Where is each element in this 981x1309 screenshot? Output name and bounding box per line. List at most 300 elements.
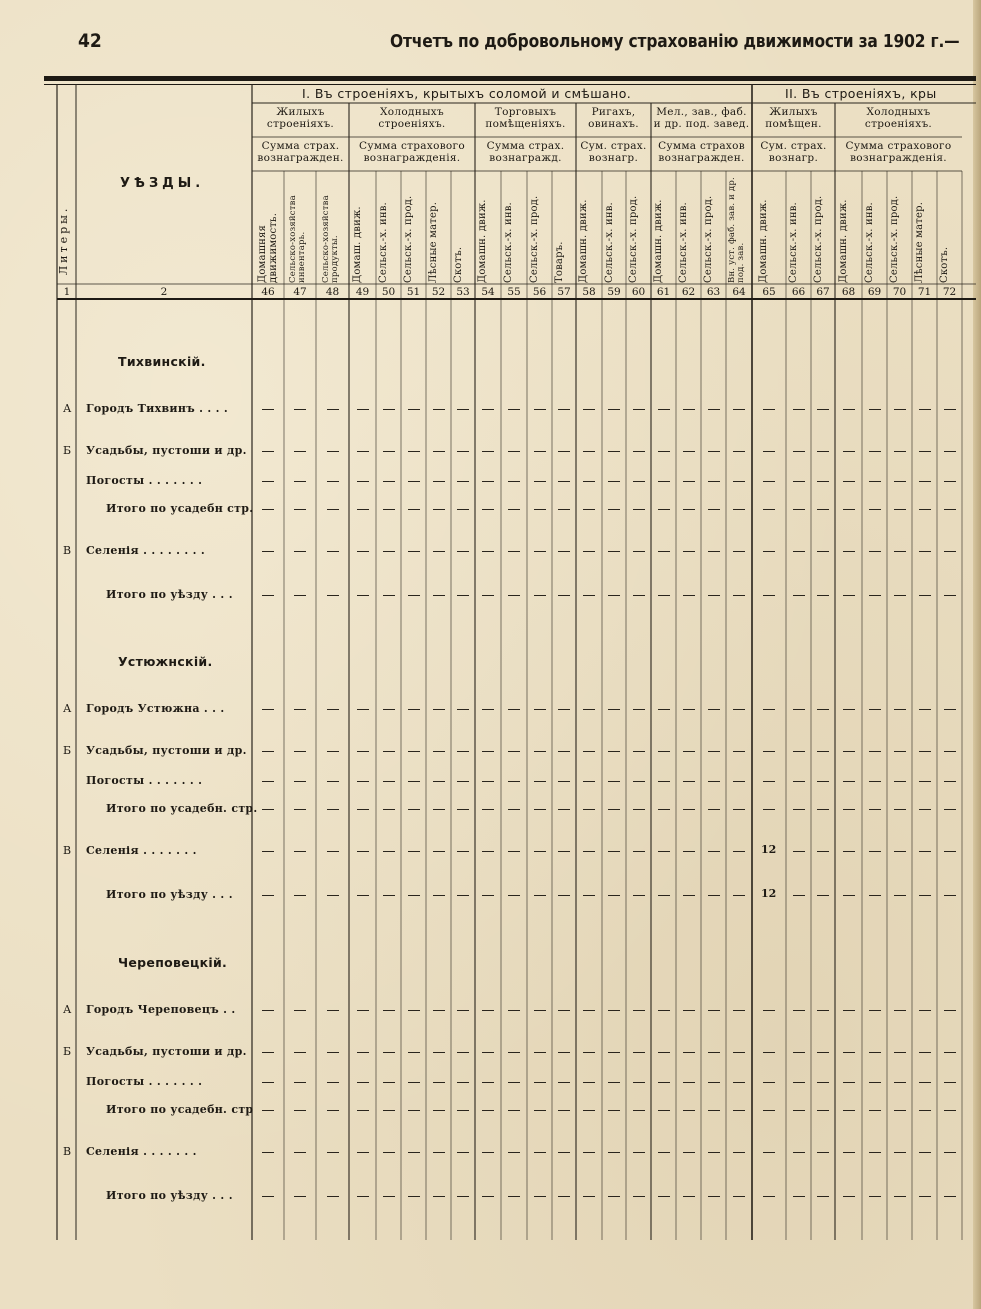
group-title: Жилыхъ строеніяхъ.	[266, 106, 335, 130]
empty-cell-dash	[944, 509, 956, 510]
empty-cell-dash	[433, 481, 445, 482]
empty-cell-dash	[433, 751, 445, 752]
empty-cell-dash	[408, 751, 420, 752]
empty-cell-dash	[408, 481, 420, 482]
empty-cell-dash	[433, 1010, 445, 1011]
empty-cell-dash	[793, 481, 805, 482]
column-header: Сельск.-х. прод.	[529, 195, 540, 283]
empty-cell-dash	[708, 1152, 720, 1153]
empty-cell-dash	[793, 1052, 805, 1053]
empty-cell-dash	[733, 1110, 745, 1111]
empty-cell-dash	[793, 751, 805, 752]
row-label: Погосты . . . . . . .	[86, 774, 203, 787]
group-subtitle: Сум. страх. вознагр.	[760, 140, 827, 164]
empty-cell-dash	[733, 1010, 745, 1011]
empty-cell-dash	[869, 509, 881, 510]
empty-cell-dash	[869, 1082, 881, 1083]
empty-cell-dash	[919, 851, 931, 852]
empty-cell-dash	[294, 509, 306, 510]
empty-cell-dash	[357, 1110, 369, 1111]
empty-cell-dash	[763, 409, 775, 410]
empty-cell-dash	[763, 1152, 775, 1153]
empty-cell-dash	[294, 781, 306, 782]
empty-cell-dash	[683, 451, 695, 452]
empty-cell-dash	[733, 809, 745, 810]
group-subtitle: Сумма страхов вознагражден.	[658, 140, 745, 164]
empty-cell-dash	[508, 551, 520, 552]
empty-cell-dash	[683, 751, 695, 752]
empty-cell-dash	[817, 1110, 829, 1111]
empty-cell-dash	[763, 481, 775, 482]
empty-cell-dash	[383, 509, 395, 510]
column-number: 64	[732, 286, 746, 298]
group-subtitle: Сумма страх. вознагражд.	[486, 140, 565, 164]
empty-cell-dash	[919, 481, 931, 482]
empty-cell-dash	[327, 1052, 339, 1053]
empty-cell-dash	[633, 409, 645, 410]
column-header: Сельск.-х. прод.	[889, 195, 900, 283]
empty-cell-dash	[683, 1152, 695, 1153]
empty-cell-dash	[508, 451, 520, 452]
empty-cell-dash	[294, 851, 306, 852]
empty-cell-dash	[894, 809, 906, 810]
empty-cell-dash	[733, 781, 745, 782]
empty-cell-dash	[357, 781, 369, 782]
empty-cell-dash	[534, 551, 546, 552]
row-letter: В	[63, 844, 72, 857]
empty-cell-dash	[817, 509, 829, 510]
empty-cell-dash	[894, 895, 906, 896]
row-label: Селенія . . . . . . .	[86, 844, 197, 857]
empty-cell-dash	[408, 709, 420, 710]
empty-cell-dash	[534, 851, 546, 852]
empty-cell-dash	[633, 481, 645, 482]
empty-cell-dash	[763, 809, 775, 810]
empty-cell-dash	[793, 1110, 805, 1111]
empty-cell-dash	[733, 551, 745, 552]
empty-cell-dash	[733, 481, 745, 482]
empty-cell-dash	[944, 481, 956, 482]
empty-cell-dash	[633, 1110, 645, 1111]
column-header: Домаш. движ.	[351, 206, 363, 283]
empty-cell-dash	[357, 551, 369, 552]
group-title: Мел., зав., фаб. и др. под. завед.	[653, 106, 750, 130]
column-number: 70	[892, 286, 907, 298]
empty-cell-dash	[733, 851, 745, 852]
column-number: 49	[355, 286, 370, 298]
empty-cell-dash	[894, 409, 906, 410]
column-number: 2	[160, 286, 168, 298]
empty-cell-dash	[583, 451, 595, 452]
row-letter: Б	[63, 1045, 72, 1058]
empty-cell-dash	[457, 1152, 469, 1153]
empty-cell-dash	[482, 1052, 494, 1053]
empty-cell-dash	[633, 709, 645, 710]
empty-cell-dash	[658, 1110, 670, 1111]
empty-cell-dash	[658, 781, 670, 782]
empty-cell-dash	[262, 895, 274, 896]
empty-cell-dash	[558, 1010, 570, 1011]
empty-cell-dash	[294, 409, 306, 410]
empty-cell-dash	[658, 851, 670, 852]
empty-cell-dash	[708, 851, 720, 852]
empty-cell-dash	[482, 595, 494, 596]
empty-cell-dash	[944, 1052, 956, 1053]
empty-cell-dash	[457, 709, 469, 710]
empty-cell-dash	[583, 1196, 595, 1197]
column-header: Сельск.-х. прод.	[628, 195, 639, 283]
empty-cell-dash	[919, 809, 931, 810]
empty-cell-dash	[608, 781, 620, 782]
row-label: Итого по уѣзду . . .	[106, 588, 233, 601]
empty-cell-dash	[708, 1052, 720, 1053]
column-number: 71	[917, 286, 932, 298]
row-letter: А	[63, 1003, 72, 1016]
row-letter: Б	[63, 444, 72, 457]
empty-cell-dash	[633, 895, 645, 896]
empty-cell-dash	[894, 1110, 906, 1111]
empty-cell-dash	[482, 551, 494, 552]
empty-cell-dash	[817, 551, 829, 552]
empty-cell-dash	[357, 851, 369, 852]
empty-cell-dash	[944, 1010, 956, 1011]
column-header: Лѣсные матер.	[914, 201, 925, 283]
empty-cell-dash	[583, 751, 595, 752]
cell-value: 12	[761, 843, 777, 856]
empty-cell-dash	[534, 1052, 546, 1053]
column-number: 46	[261, 286, 275, 298]
empty-cell-dash	[944, 595, 956, 596]
column-number: 66	[791, 286, 806, 298]
empty-cell-dash	[708, 451, 720, 452]
empty-cell-dash	[408, 1082, 420, 1083]
empty-cell-dash	[708, 481, 720, 482]
empty-cell-dash	[534, 895, 546, 896]
empty-cell-dash	[294, 1196, 306, 1197]
empty-cell-dash	[262, 1010, 274, 1011]
column-number: 1	[63, 286, 71, 298]
empty-cell-dash	[944, 709, 956, 710]
row-label: Итого по усадебн. стр.	[106, 802, 258, 815]
empty-cell-dash	[944, 1110, 956, 1111]
empty-cell-dash	[294, 481, 306, 482]
empty-cell-dash	[457, 751, 469, 752]
empty-cell-dash	[658, 409, 670, 410]
empty-cell-dash	[763, 1052, 775, 1053]
empty-cell-dash	[894, 709, 906, 710]
group-title: Холодныхъ строеніяхъ.	[864, 106, 933, 130]
empty-cell-dash	[383, 709, 395, 710]
empty-cell-dash	[508, 781, 520, 782]
empty-cell-dash	[357, 595, 369, 596]
empty-cell-dash	[357, 751, 369, 752]
empty-cell-dash	[294, 1052, 306, 1053]
empty-cell-dash	[508, 1152, 520, 1153]
empty-cell-dash	[608, 1152, 620, 1153]
column-number: 50	[381, 286, 396, 298]
empty-cell-dash	[583, 851, 595, 852]
column-number: 69	[867, 286, 882, 298]
empty-cell-dash	[583, 595, 595, 596]
empty-cell-dash	[558, 551, 570, 552]
empty-cell-dash	[708, 595, 720, 596]
empty-cell-dash	[583, 809, 595, 810]
empty-cell-dash	[327, 509, 339, 510]
empty-cell-dash	[763, 551, 775, 552]
empty-cell-dash	[894, 1152, 906, 1153]
header-bottom-rule	[57, 298, 976, 300]
empty-cell-dash	[508, 1082, 520, 1083]
empty-cell-dash	[327, 851, 339, 852]
empty-cell-dash	[793, 781, 805, 782]
empty-cell-dash	[919, 1010, 931, 1011]
empty-cell-dash	[658, 1196, 670, 1197]
empty-cell-dash	[482, 1196, 494, 1197]
row-label: Усадьбы, пустоши и др.	[86, 444, 247, 457]
empty-cell-dash	[793, 451, 805, 452]
empty-cell-dash	[683, 595, 695, 596]
column-header: Сельско-хозяйства продукты.	[320, 195, 340, 283]
empty-cell-dash	[482, 1082, 494, 1083]
empty-cell-dash	[433, 1152, 445, 1153]
empty-cell-dash	[658, 751, 670, 752]
empty-cell-dash	[793, 1082, 805, 1083]
empty-cell-dash	[658, 809, 670, 810]
empty-cell-dash	[457, 1082, 469, 1083]
row-label: Селенія . . . . . . .	[86, 1145, 197, 1158]
empty-cell-dash	[383, 751, 395, 752]
row-label: Итого по уѣзду . . .	[106, 1189, 233, 1202]
empty-cell-dash	[327, 751, 339, 752]
empty-cell-dash	[294, 1152, 306, 1153]
column-header: Сельск.-х. прод.	[703, 195, 714, 283]
empty-cell-dash	[433, 851, 445, 852]
empty-cell-dash	[708, 509, 720, 510]
empty-cell-dash	[733, 751, 745, 752]
empty-cell-dash	[482, 851, 494, 852]
empty-cell-dash	[262, 451, 274, 452]
empty-cell-dash	[383, 451, 395, 452]
empty-cell-dash	[457, 781, 469, 782]
empty-cell-dash	[793, 551, 805, 552]
empty-cell-dash	[793, 851, 805, 852]
empty-cell-dash	[843, 1082, 855, 1083]
empty-cell-dash	[383, 1152, 395, 1153]
empty-cell-dash	[633, 1010, 645, 1011]
empty-cell-dash	[944, 1152, 956, 1153]
empty-cell-dash	[433, 709, 445, 710]
empty-cell-dash	[944, 1082, 956, 1083]
empty-cell-dash	[357, 895, 369, 896]
empty-cell-dash	[508, 809, 520, 810]
group-title: Жилыхъ помѣщен.	[765, 106, 822, 130]
empty-cell-dash	[383, 809, 395, 810]
column-header: Скотъ.	[939, 246, 950, 283]
empty-cell-dash	[508, 709, 520, 710]
empty-cell-dash	[817, 809, 829, 810]
empty-cell-dash	[708, 1196, 720, 1197]
empty-cell-dash	[843, 595, 855, 596]
empty-cell-dash	[383, 1010, 395, 1011]
empty-cell-dash	[608, 751, 620, 752]
empty-cell-dash	[357, 509, 369, 510]
empty-cell-dash	[294, 751, 306, 752]
empty-cell-dash	[817, 595, 829, 596]
column-header: Сельск.-х. инв.	[864, 202, 875, 283]
litery-label: Литеры.	[57, 205, 70, 275]
empty-cell-dash	[583, 509, 595, 510]
empty-cell-dash	[683, 1196, 695, 1197]
empty-cell-dash	[633, 509, 645, 510]
empty-cell-dash	[817, 1082, 829, 1083]
empty-cell-dash	[658, 709, 670, 710]
empty-cell-dash	[262, 809, 274, 810]
empty-cell-dash	[817, 851, 829, 852]
column-number: 55	[507, 286, 521, 298]
empty-cell-dash	[608, 451, 620, 452]
empty-cell-dash	[262, 1196, 274, 1197]
empty-cell-dash	[583, 1152, 595, 1153]
empty-cell-dash	[408, 1010, 420, 1011]
empty-cell-dash	[843, 1052, 855, 1053]
empty-cell-dash	[508, 895, 520, 896]
empty-cell-dash	[919, 1052, 931, 1053]
empty-cell-dash	[408, 1152, 420, 1153]
empty-cell-dash	[683, 1052, 695, 1053]
empty-cell-dash	[433, 895, 445, 896]
empty-cell-dash	[894, 509, 906, 510]
column-header: Домашн. движ.	[653, 199, 664, 283]
empty-cell-dash	[843, 409, 855, 410]
empty-cell-dash	[843, 1110, 855, 1111]
empty-cell-dash	[843, 751, 855, 752]
row-label: Усадьбы, пустоши и др.	[86, 744, 247, 757]
column-header: Вн. уст. фаб. зав. и др. под. зав.	[727, 177, 746, 283]
empty-cell-dash	[708, 551, 720, 552]
empty-cell-dash	[894, 1010, 906, 1011]
column-number: 65	[762, 286, 776, 298]
empty-cell-dash	[894, 1052, 906, 1053]
empty-cell-dash	[482, 481, 494, 482]
empty-cell-dash	[843, 851, 855, 852]
empty-cell-dash	[327, 895, 339, 896]
empty-cell-dash	[708, 809, 720, 810]
empty-cell-dash	[433, 409, 445, 410]
empty-cell-dash	[482, 781, 494, 782]
empty-cell-dash	[433, 551, 445, 552]
empty-cell-dash	[683, 851, 695, 852]
empty-cell-dash	[944, 851, 956, 852]
row-label: Городъ Череповецъ . .	[86, 1003, 236, 1016]
group-subtitle: Сумма страх. вознагражден.	[257, 140, 344, 164]
column-number: 52	[431, 286, 446, 298]
empty-cell-dash	[294, 809, 306, 810]
column-header: Домашняя движимость.	[257, 212, 279, 283]
empty-cell-dash	[457, 1196, 469, 1197]
empty-cell-dash	[733, 709, 745, 710]
empty-cell-dash	[843, 451, 855, 452]
empty-cell-dash	[357, 1010, 369, 1011]
empty-cell-dash	[733, 895, 745, 896]
empty-cell-dash	[793, 595, 805, 596]
empty-cell-dash	[433, 781, 445, 782]
empty-cell-dash	[457, 451, 469, 452]
empty-cell-dash	[433, 451, 445, 452]
empty-cell-dash	[658, 1010, 670, 1011]
empty-cell-dash	[457, 551, 469, 552]
empty-cell-dash	[534, 595, 546, 596]
empty-cell-dash	[327, 451, 339, 452]
empty-cell-dash	[534, 781, 546, 782]
empty-cell-dash	[683, 895, 695, 896]
empty-cell-dash	[294, 1110, 306, 1111]
empty-cell-dash	[262, 781, 274, 782]
empty-cell-dash	[408, 781, 420, 782]
column-number: 58	[582, 286, 596, 298]
group-title: Холодныхъ строеніяхъ.	[378, 106, 446, 130]
empty-cell-dash	[327, 595, 339, 596]
column-header: Домашн. движ.	[837, 199, 849, 283]
empty-cell-dash	[294, 551, 306, 552]
column-header: Лѣсные матер.	[428, 201, 439, 283]
empty-cell-dash	[817, 895, 829, 896]
column-number: 56	[532, 286, 547, 298]
empty-cell-dash	[294, 1082, 306, 1083]
empty-cell-dash	[583, 781, 595, 782]
empty-cell-dash	[683, 1010, 695, 1011]
empty-cell-dash	[457, 509, 469, 510]
empty-cell-dash	[658, 481, 670, 482]
empty-cell-dash	[843, 1152, 855, 1153]
empty-cell-dash	[508, 851, 520, 852]
empty-cell-dash	[408, 1052, 420, 1053]
row-label: Усадьбы, пустоши и др.	[86, 1045, 247, 1058]
empty-cell-dash	[817, 751, 829, 752]
empty-cell-dash	[357, 709, 369, 710]
empty-cell-dash	[869, 709, 881, 710]
empty-cell-dash	[583, 1052, 595, 1053]
empty-cell-dash	[633, 1082, 645, 1083]
empty-cell-dash	[633, 1152, 645, 1153]
empty-cell-dash	[683, 781, 695, 782]
empty-cell-dash	[919, 1196, 931, 1197]
empty-cell-dash	[327, 809, 339, 810]
empty-cell-dash	[433, 595, 445, 596]
empty-cell-dash	[793, 1010, 805, 1011]
empty-cell-dash	[608, 1052, 620, 1053]
empty-cell-dash	[457, 409, 469, 410]
group-subtitle: Сум. страх. вознагр.	[580, 140, 647, 164]
empty-cell-dash	[262, 481, 274, 482]
empty-cell-dash	[708, 709, 720, 710]
empty-cell-dash	[294, 595, 306, 596]
empty-cell-dash	[658, 1152, 670, 1153]
empty-cell-dash	[658, 509, 670, 510]
empty-cell-dash	[327, 709, 339, 710]
empty-cell-dash	[583, 551, 595, 552]
empty-cell-dash	[608, 1082, 620, 1083]
empty-cell-dash	[508, 481, 520, 482]
empty-cell-dash	[558, 1152, 570, 1153]
empty-cell-dash	[608, 851, 620, 852]
empty-cell-dash	[357, 451, 369, 452]
empty-cell-dash	[733, 595, 745, 596]
empty-cell-dash	[583, 895, 595, 896]
column-header: Скотъ.	[453, 246, 464, 283]
column-header: Домашн. движ.	[758, 199, 769, 283]
empty-cell-dash	[383, 409, 395, 410]
empty-cell-dash	[534, 1152, 546, 1153]
